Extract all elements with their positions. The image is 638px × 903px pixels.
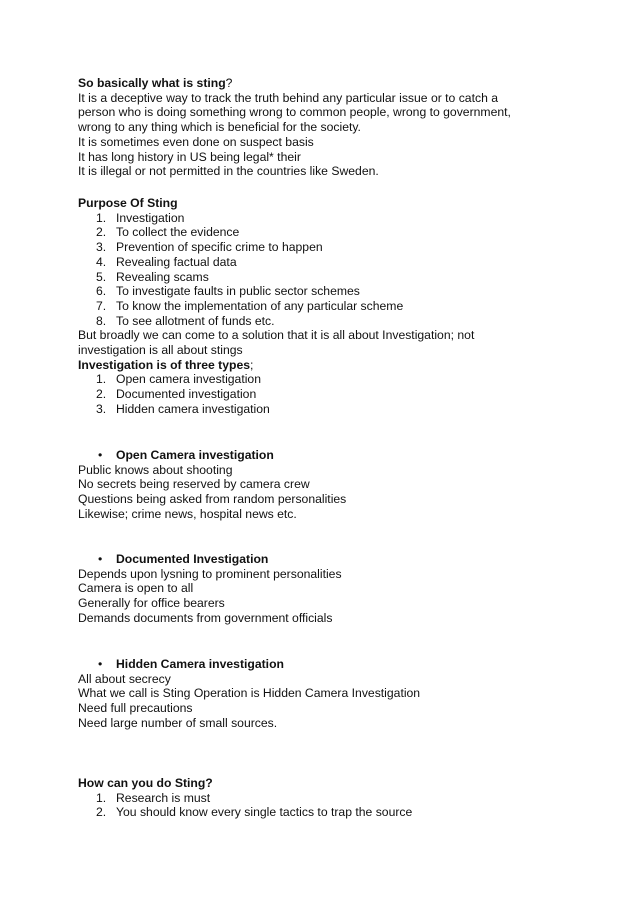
- hidden-camera-line: Need full precautions: [78, 701, 193, 716]
- open-camera-line: No secrets being reserved by camera crew: [78, 477, 310, 492]
- open-camera-line: Likewise; crime news, hospital news etc.: [78, 506, 297, 521]
- hidden-camera-heading-line: [78, 657, 548, 672]
- documented-line: Generally for office bearers: [78, 596, 225, 611]
- list-text: Open camera investigation: [116, 372, 261, 387]
- open-camera-heading: Open Camera investigation: [116, 448, 274, 462]
- open-camera-line: Questions being asked from random personalities: [78, 492, 347, 507]
- list-text: Hidden camera investigation: [116, 401, 270, 416]
- list-number: 7.: [96, 298, 107, 313]
- documented-heading: Documented Investigation: [116, 552, 269, 566]
- purpose-section: [78, 196, 548, 417]
- list-text: Documented investigation: [116, 387, 257, 402]
- list-text: Revealing factual data: [116, 254, 237, 269]
- purpose-item: [78, 270, 548, 285]
- list-number: 4.: [96, 254, 107, 269]
- types-item: [78, 402, 548, 417]
- open-camera-heading-line: [78, 448, 548, 463]
- types-item: [78, 387, 548, 402]
- documented-line: Demands documents from government officials: [78, 610, 333, 625]
- types-heading: Investigation is of three types: [78, 357, 251, 372]
- list-text: Prevention of specific crime to happen: [116, 240, 323, 255]
- list-number: 1.: [96, 372, 107, 387]
- documented-section: [78, 552, 548, 626]
- list-number: 2.: [96, 225, 107, 240]
- list-number: 6.: [96, 284, 107, 299]
- types-heading-tail: ;: [250, 357, 254, 372]
- list-text: Investigation: [116, 210, 185, 225]
- list-number: 3.: [96, 401, 107, 416]
- hidden-camera-section: [78, 657, 548, 731]
- list-text: To see allotment of funds etc.: [116, 313, 275, 328]
- open-camera-line: Public knows about shooting: [78, 462, 233, 477]
- intro-line: It is sometimes even done on suspect basis: [78, 134, 314, 149]
- intro-line: It has long history in US being legal* their: [78, 149, 301, 164]
- list-text: To investigate faults in public sector schemes: [116, 284, 360, 299]
- list-text: To know the implementation of any particular scheme: [116, 298, 404, 313]
- how-section: [78, 776, 548, 820]
- documented-line: Depends upon lysning to prominent personalities: [78, 566, 342, 581]
- how-heading: How can you do Sting?: [78, 776, 213, 790]
- intro-line: It is a deceptive way to track the truth behind any particular issue or to catch a: [78, 90, 499, 105]
- list-text: Research is must: [116, 790, 211, 805]
- types-heading-line: [78, 358, 548, 373]
- list-number: 3.: [96, 240, 107, 255]
- intro-heading-line: [78, 76, 548, 91]
- purpose-item: [78, 255, 548, 270]
- bullet-icon: •: [98, 552, 103, 566]
- bullet-icon: •: [98, 448, 103, 462]
- hidden-camera-line: What we call is Sting Operation is Hidden Camera Investigation: [78, 686, 421, 701]
- purpose-conclusion-line: But broadly we can come to a solution that it is all about Investigation; not: [78, 328, 475, 343]
- hidden-camera-line: All about secrecy: [78, 671, 171, 686]
- how-list: [78, 791, 548, 820]
- list-number: 1.: [96, 790, 107, 805]
- purpose-item: [78, 314, 548, 329]
- intro-section: [78, 76, 548, 179]
- list-text: To collect the evidence: [116, 225, 240, 240]
- open-camera-section: [78, 448, 548, 522]
- list-number: 5.: [96, 269, 107, 284]
- purpose-heading: Purpose Of Sting: [78, 196, 178, 210]
- purpose-item: [78, 211, 548, 226]
- purpose-item: [78, 240, 548, 255]
- intro-heading: So basically what is sting: [78, 76, 226, 90]
- hidden-camera-heading: Hidden Camera investigation: [116, 657, 284, 671]
- how-item: [78, 791, 548, 806]
- types-item: [78, 372, 548, 387]
- list-text: Revealing scams: [116, 269, 209, 284]
- purpose-item: [78, 299, 548, 314]
- intro-line: It is illegal or not permitted in the countries like Sweden.: [78, 164, 379, 179]
- purpose-list: [78, 211, 548, 329]
- list-number: 2.: [96, 805, 107, 820]
- documented-heading-line: [78, 552, 548, 567]
- list-number: 8.: [96, 313, 107, 328]
- intro-line: person who is doing something wrong to common people, wrong to government,: [78, 105, 511, 120]
- purpose-item: [78, 225, 548, 240]
- intro-heading-tail: ?: [225, 76, 233, 90]
- how-item: [78, 805, 548, 820]
- list-text: You should know every single tactics to trap the source: [116, 805, 413, 820]
- documented-line: Camera is open to all: [78, 581, 194, 596]
- hidden-camera-line: Need large number of small sources.: [78, 715, 278, 730]
- purpose-conclusion-line: investigation is all about stings: [78, 343, 243, 358]
- list-number: 1.: [96, 210, 107, 225]
- intro-line: wrong to any thing which is beneficial for the society.: [78, 120, 361, 135]
- purpose-item: [78, 284, 548, 299]
- types-list: [78, 372, 548, 416]
- list-number: 2.: [96, 387, 107, 402]
- bullet-icon: •: [98, 657, 103, 671]
